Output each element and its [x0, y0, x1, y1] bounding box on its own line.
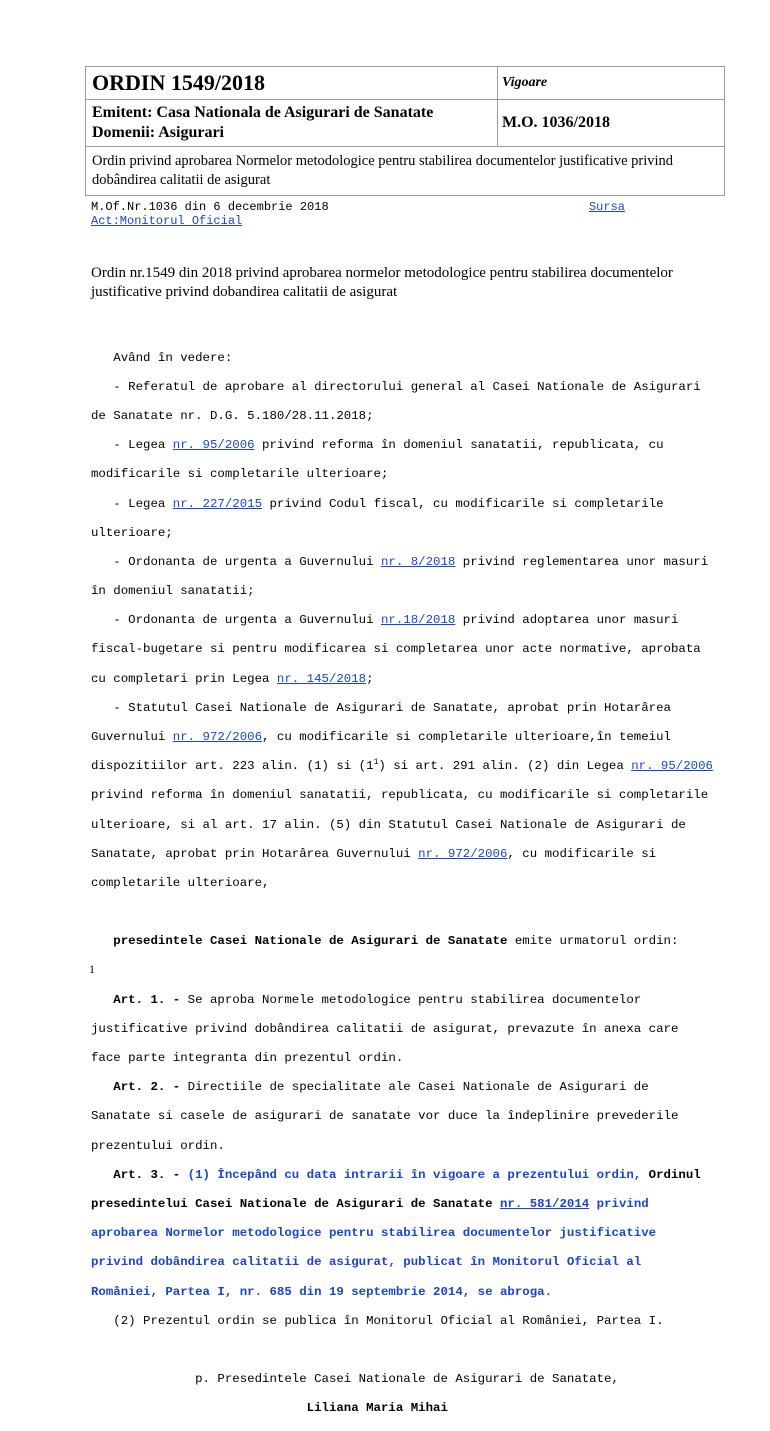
gazette-reference: M.Of.Nr.1036 din 6 decembrie 2018	[91, 200, 329, 214]
preamble-line: cu completari prin Legea nr. 145/2018;	[91, 671, 374, 686]
document-meta	[91, 200, 625, 228]
preamble-line: ulterioare, si al art. 17 alin. (5) din Statutul Casei Nationale de Asigurari de	[91, 817, 686, 832]
article-line: prezentului ordin.	[91, 1138, 225, 1153]
article-line: face parte integranta din prezentul ordin.	[91, 1051, 404, 1066]
domain: Domenii: Asigurari	[92, 124, 224, 141]
preamble-line: - Ordonanta de urgenta a Guvernului nr.18/2018 privind adoptarea unor masuri	[91, 613, 679, 628]
preamble-line: în domeniul sanatatii;	[91, 584, 255, 599]
article-label: Art. 3. -	[91, 1167, 181, 1182]
article-line: privind dobândirea calitatii de asigurat, publicat în Monitorul Oficial al	[91, 1255, 642, 1270]
preamble-line: modificarile si completarile ulterioare;	[91, 467, 389, 482]
preamble-line: - Ordonanta de urgenta a Guvernului nr. 8/2018 privind reglementarea unor masuri	[91, 554, 709, 569]
preamble-line: Sanatate, aprobat prin Hotarârea Guvernului nr. 972/2006, cu modificarile si	[91, 846, 657, 861]
article-1: Art. 1. - Se aproba Normele metodologice pentru stabilirea documentelor	[91, 992, 642, 1007]
document-title: ORDIN 1549/2018	[86, 67, 498, 100]
preamble-line: completarile ulterioare,	[91, 875, 270, 890]
signatory-name: Liliana Maria Mihai	[91, 1401, 448, 1416]
article-line: presedintelui Casei Nationale de Asigurari de Sanatate nr. 581/2014 privind	[91, 1197, 649, 1212]
document-description: Ordin privind aprobarea Normelor metodologice pentru stabilirea documentelor justificative privind dobândirea calitatii de asigurat	[86, 147, 725, 196]
law-link[interactable]: nr. 8/2018	[381, 554, 456, 569]
page-number: 1	[89, 962, 95, 976]
article-3: Art. 3. - (1) Începând cu data intrarii în vigoare a prezentului ordin, Ordinul	[91, 1167, 701, 1182]
article-line: justificative privind dobândirea calitatii de asigurat, prevazute în anexa care	[91, 1021, 679, 1036]
law-link[interactable]: nr. 972/2006	[418, 846, 508, 861]
preamble-line: - Statutul Casei Nationale de Asigurari de Sanatate, aprobat prin Hotarârea	[91, 700, 671, 715]
order-body	[91, 336, 731, 1431]
order-heading: Ordin nr.1549 din 2018 privind aprobarea normelor metodologice pentru stabilirea documentelor justificative privind dobandirea calitatii de asigurat	[91, 265, 673, 300]
act-link[interactable]: Act:Monitorul Oficial	[91, 214, 243, 228]
status-label: Vigoare	[498, 67, 725, 100]
article-label: Art. 1. -	[91, 992, 181, 1007]
official-gazette-number: M.O. 1036/2018	[498, 100, 725, 147]
issuer: Emitent: Casa Nationala de Asigurari de Sanatate	[92, 104, 434, 121]
source-link[interactable]: Sursa	[588, 200, 625, 214]
law-link[interactable]: nr. 95/2006	[172, 438, 255, 453]
law-link[interactable]: nr. 972/2006	[172, 730, 263, 745]
law-link[interactable]: nr.18/2018	[381, 613, 456, 628]
header-table	[85, 66, 725, 196]
article-line: (2) Prezentul ordin se publica în Monitorul Oficial al României, Partea I.	[91, 1313, 664, 1328]
signature-line: p. Presedintele Casei Nationale de Asigurari de Sanatate,	[91, 1372, 619, 1387]
order-link[interactable]: nr. 581/2014	[499, 1197, 590, 1212]
issuer-cell	[86, 100, 498, 147]
preamble-line: - Referatul de aprobare al directorului general al Casei Nationale de Asigurari	[91, 379, 701, 394]
article-line: României, Partea I, nr. 685 din 19 septembrie 2014, se abroga.	[91, 1284, 553, 1299]
preamble-line: - Legea nr. 95/2006 privind reforma în domeniul sanatatii, republicata, cu	[91, 438, 664, 453]
law-link[interactable]: nr. 227/2015	[172, 496, 263, 511]
preamble-intro: Având în vedere:	[91, 350, 233, 365]
article-2: Art. 2. - Directiile de specialitate ale Casei Nationale de Asigurari de	[91, 1080, 649, 1095]
article-line: Sanatate si casele de asigurari de sanatate vor duce la îndeplinire prevederile	[91, 1109, 679, 1124]
preamble-line: ulterioare;	[91, 525, 173, 540]
article-line: aprobarea Normelor metodologice pentru stabilirea documentelor justificative	[91, 1226, 657, 1241]
law-link[interactable]: nr. 145/2018	[276, 671, 367, 686]
preamble-line: Guvernului nr. 972/2006, cu modificarile si completarile ulterioare,în temeiul	[91, 730, 671, 745]
issuer-statement: presedintele Casei Nationale de Asigurari de Sanatate emite urmatorul ordin:	[91, 934, 679, 949]
preamble-line: dispozitiilor art. 223 alin. (1) si $(1^1)$ si art. 291 alin. (2) din Legea nr. 95/2006	[91, 758, 713, 774]
preamble-line: - Legea nr. 227/2015 privind Codul fiscal, cu modificarile si completarile	[91, 496, 664, 511]
preamble-line: de Sanatate nr. D.G. 5.180/28.11.2018;	[91, 408, 374, 423]
article-label: Art. 2. -	[91, 1080, 181, 1095]
law-link[interactable]: nr. 95/2006	[631, 759, 713, 774]
preamble-line: privind reforma în domeniul sanatatii, republicata, cu modificarile si completarile	[91, 788, 709, 803]
preamble-line: fiscal-bugetare si pentru modificarea si completarea unor acte normative, aprobata	[91, 642, 701, 657]
